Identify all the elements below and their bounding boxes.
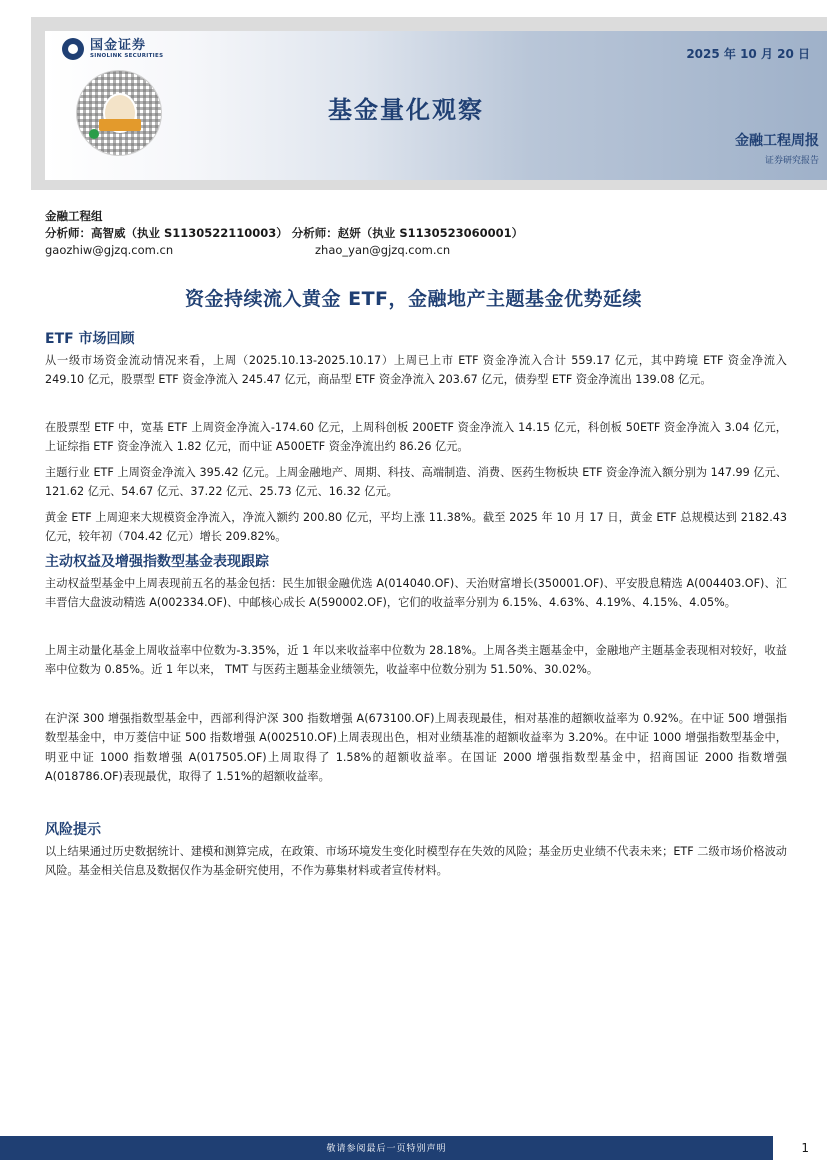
section-title-risk: 风险提示 xyxy=(45,822,101,838)
logo-name-en: SINOLINK SECURITIES xyxy=(90,52,164,59)
analyst-email-1[interactable]: gaozhiw@gjzq.com.cn xyxy=(45,243,174,257)
section-title-fund-tracking: 主动权益及增强指数型基金表现跟踪 xyxy=(45,554,269,570)
qr-code-icon xyxy=(76,70,162,156)
paragraph: 从一级市场资金流动情况来看，上周（2025.10.13-2025.10.17）上周已上市 ETF 资金净流入合计 559.17 亿元，其中跨境 ETF 资金净流入 249.10 亿元，股票型 ETF 资金净流入 245.47 亿元，商品型 ETF 资金净流入 203.67 亿元，债券型 ETF 资金净流出 139.08 亿元。 xyxy=(45,354,787,387)
section-title-etf-review: ETF 市场回顾 xyxy=(45,331,135,347)
logo-name-cn: 国金证券 xyxy=(90,37,147,53)
page-number: 1 xyxy=(801,1141,809,1155)
paragraph: 主动权益型基金中上周表现前五名的基金包括：民生加银金融优选 A(014040.OF)、天治财富增长(350001.OF)、平安股息精选 A(004403.OF)、汇丰晋信大盘波动精选 A(002334.OF)、中邮核心成长 A(590002.OF)，它们的收益率分别为 6.15%、4.63%、4.19%、4.15%、4.05%。 xyxy=(45,577,787,610)
report-headline: 资金持续流入黄金 ETF，金融地产主题基金优势延续 xyxy=(184,288,643,310)
paragraph: 在股票型 ETF 中，宽基 ETF 上周资金净流入-174.60 亿元，上周科创板 200ETF 资金净流入 14.15 亿元，科创板 50ETF 资金净流入 3.04 亿元，上证综指 ETF 资金净流入 1.82 亿元，而中证 A500ETF 资金净流出约 86.26 亿元。 xyxy=(45,421,787,454)
footer-disclaimer: 敬请参阅最后一页特别声明 xyxy=(326,1144,447,1154)
paragraph: 以上结果通过历史数据统计、建模和测算完成，在政策、市场环境发生变化时模型存在失效的风险；基金历史业绩不代表未来；ETF 二级市场价格波动风险。基金相关信息及数据仅作为基金研究使用，不作为募集材料或者宣传材料。 xyxy=(45,845,787,878)
report-series: 金融工程周报 xyxy=(735,133,819,149)
paragraph: 主题行业 ETF 上周资金净流入 395.42 亿元。上周金融地产、周期、科技、高端制造、消费、医药生物板块 ETF 资金净流入额分别为 147.99 亿元、121.62 亿元、54.67 亿元、37.22 亿元、25.73 亿元、16.32 亿元。 xyxy=(45,466,787,499)
paragraph: 黄金 ETF 上周迎来大规模资金净流入，净流入额约 200.80 亿元，平均上涨 11.38%。截至 2025 年 10 月 17 日，黄金 ETF 总规模达到 2182.43 亿元，较年初（704.42 亿元）增长 209.82%。 xyxy=(45,511,787,544)
company-logo xyxy=(62,38,163,60)
paragraph: 上周主动量化基金上周收益率中位数为-3.35%，近 1 年以来收益率中位数为 28.18%。上周各类主题基金中，金融地产主题基金表现相对较好，收益率中位数为 0.85%。近 1 年以来， TMT 与医药主题基金业绩领先，收益率中位数分别为 51.50%、30.02%。 xyxy=(45,644,787,677)
paragraph: 在沪深 300 增强指数型基金中，西部利得沪深 300 指数增强 A(673100.OF)上周表现最佳，相对基准的超额收益率为 0.92%。在中证 500 增强指数型基金中，申万菱信中证 500 指数增强 A(002510.OF)上周表现出色，相对业绩基准的超额收益率为 3.20%。在中证 1000 增强指数型基金中，明亚中证 1000 指数增强 A(017505.OF)上周取得了 1.58%的超额收益率。在国证 2000 增强指数型基金中，招商国证 2000 指数增强 A(018786.OF)表现最优，取得了 1.51%的超额收益率。 xyxy=(45,712,787,784)
report-title: 基金量化观察 xyxy=(328,96,484,124)
report-type: 证券研究报告 xyxy=(764,156,819,166)
author-block xyxy=(45,208,523,259)
team-name: 金融工程组 xyxy=(45,209,103,223)
report-banner xyxy=(0,0,827,200)
analyst-line: 分析师：高智威（执业 S1130522110003） 分析师：赵妍（执业 S1130523060001） xyxy=(45,226,524,240)
analyst-email-2[interactable]: zhao_yan@gjzq.com.cn xyxy=(315,243,451,257)
logo-icon xyxy=(62,38,84,60)
report-date: 2025 年 10 月 20 日 xyxy=(686,47,810,61)
